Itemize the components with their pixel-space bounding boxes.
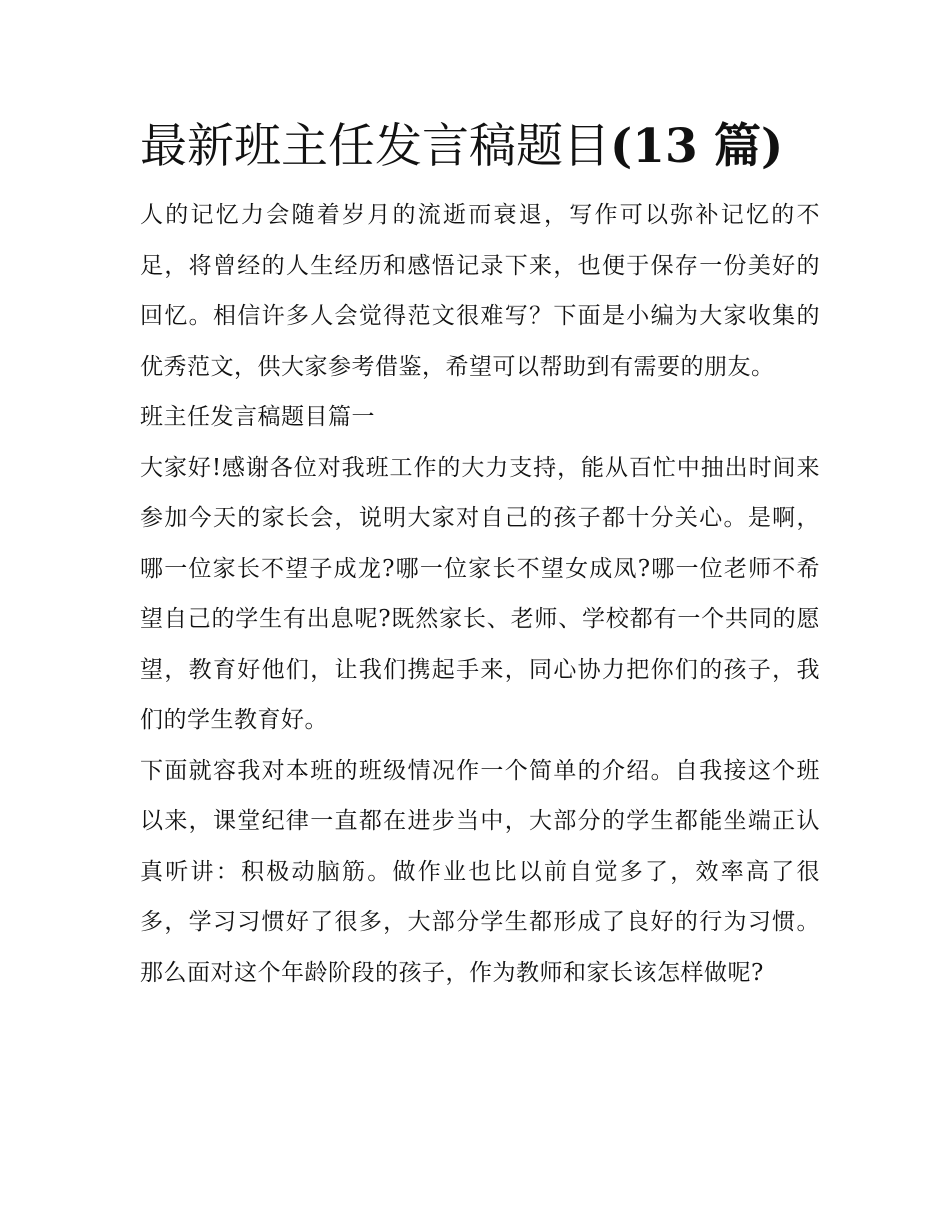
title-main: 最新班主任发言稿题目 [140,119,610,174]
body-paragraph-2: 下面就容我对本班的班级情况作一个简单的介绍。自我接这个班以来，课堂纪律一直都在进步当中，大部分的学生都能坐端正认真听讲：积极动脑筋。做作业也比以前自觉多了，效率高了很多，学习习惯好了很多，大部分学生都形成了良好的行为习惯。那么面对这个年龄阶段的孩子，作为教师和家长该怎样做呢? [140,757,820,986]
document-page [140,112,820,998]
title-suffix: (13 篇) [610,119,784,174]
document-title [140,112,820,182]
section-heading: 班主任发言稿题目篇一 [140,404,375,430]
body-paragraph-1: 大家好!感谢各位对我班工作的大力支持，能从百忙中抽出时间来参加今天的家长会，说明大家对自己的孩子都十分关心。是啊，哪一位家长不望子成龙?哪一位家长不望女成凤?哪一位老师不希望自己的学生有出息呢?既然家长、老师、学校都有一个共同的愿望，教育好他们，让我们携起手来，同心协力把你们的孩子，我们的学生教育好。 [140,454,820,733]
intro-paragraph: 人的记忆力会随着岁月的流逝而衰退，写作可以弥补记忆的不足，将曾经的人生经历和感悟记录下来，也便于保存一份美好的回忆。相信许多人会觉得范文很难写？下面是小编为大家收集的优秀范文，供大家参考借鉴，希望可以帮助到有需要的朋友。 [140,202,820,380]
